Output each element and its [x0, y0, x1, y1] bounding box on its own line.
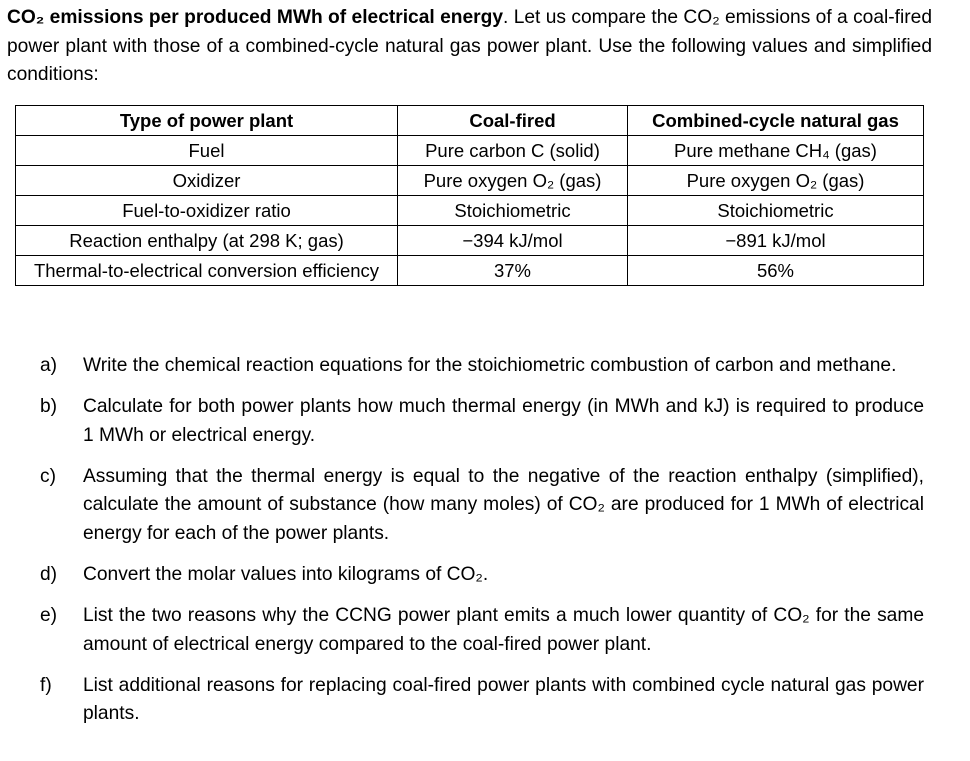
item-text: Write the chemical reaction equations for the stoichiometric combustion of carbon and methane.	[83, 355, 897, 376]
item-text: List additional reasons for replacing coal-fired power plants with combined cycle natural gas power plants.	[83, 674, 924, 725]
list-item	[40, 561, 924, 590]
list-item	[40, 463, 924, 549]
item-marker: e)	[40, 605, 58, 627]
list-item	[40, 352, 924, 381]
coal-value: 37%	[398, 256, 628, 286]
table-header-row	[16, 106, 924, 136]
list-item	[40, 672, 924, 729]
intro-title: CO₂ emissions per produced MWh of electrical energy	[7, 7, 504, 28]
table-row	[16, 226, 924, 256]
gas-value: Pure methane CH₄ (gas)	[628, 136, 924, 166]
row-label: Thermal-to-electrical conversion efficiency	[16, 256, 398, 286]
coal-value: −394 kJ/mol	[398, 226, 628, 256]
gas-value: Pure oxygen O₂ (gas)	[628, 166, 924, 196]
row-label: Fuel-to-oxidizer ratio	[16, 196, 398, 226]
item-marker: f)	[40, 674, 52, 696]
item-marker: c)	[40, 465, 56, 487]
list-item	[40, 602, 924, 659]
list-item	[40, 393, 924, 450]
coal-value: Pure oxygen O₂ (gas)	[398, 166, 628, 196]
item-marker: d)	[40, 564, 58, 586]
table-row	[16, 256, 924, 286]
coal-value: Pure carbon C (solid)	[398, 136, 628, 166]
item-text: Convert the molar values into kilograms of CO₂.	[83, 564, 489, 586]
power-plant-table	[15, 105, 924, 286]
header-gas: Combined-cycle natural gas	[628, 106, 924, 136]
table-row	[16, 166, 924, 196]
row-label: Oxidizer	[16, 166, 398, 196]
row-label: Reaction enthalpy (at 298 K; gas)	[16, 226, 398, 256]
item-text: Calculate for both power plants how much thermal energy (in MWh and kJ) is required to produce 1 MWh or electrical energy.	[83, 396, 924, 446]
coal-value: Stoichiometric	[398, 196, 628, 226]
item-text: List the two reasons why the CCNG power plant emits a much lower quantity of CO₂ for the same amount of electrical energy compared to the coal-fired power plant.	[83, 605, 924, 655]
intro-paragraph	[7, 4, 932, 90]
intro-text: . Let us compare the CO₂ emissions of a coal-fired power plant with those of a combined-cycle natural gas power plant. Use the following values and simplified conditions:	[7, 7, 932, 86]
question-list	[40, 352, 924, 742]
table-row	[16, 136, 924, 166]
header-type: Type of power plant	[16, 106, 398, 136]
gas-value: Stoichiometric	[628, 196, 924, 226]
gas-value: −891 kJ/mol	[628, 226, 924, 256]
item-text: Assuming that the thermal energy is equal to the negative of the reaction enthalpy (simplified), calculate the amount of substance (how many moles) of CO₂ are produced for 1 MWh of electrical energy for each of the power plants.	[83, 465, 924, 544]
item-marker: a)	[40, 355, 58, 376]
gas-value: 56%	[628, 256, 924, 286]
row-label: Fuel	[16, 136, 398, 166]
item-marker: b)	[40, 396, 58, 418]
header-coal: Coal-fired	[398, 106, 628, 136]
table-row	[16, 196, 924, 226]
